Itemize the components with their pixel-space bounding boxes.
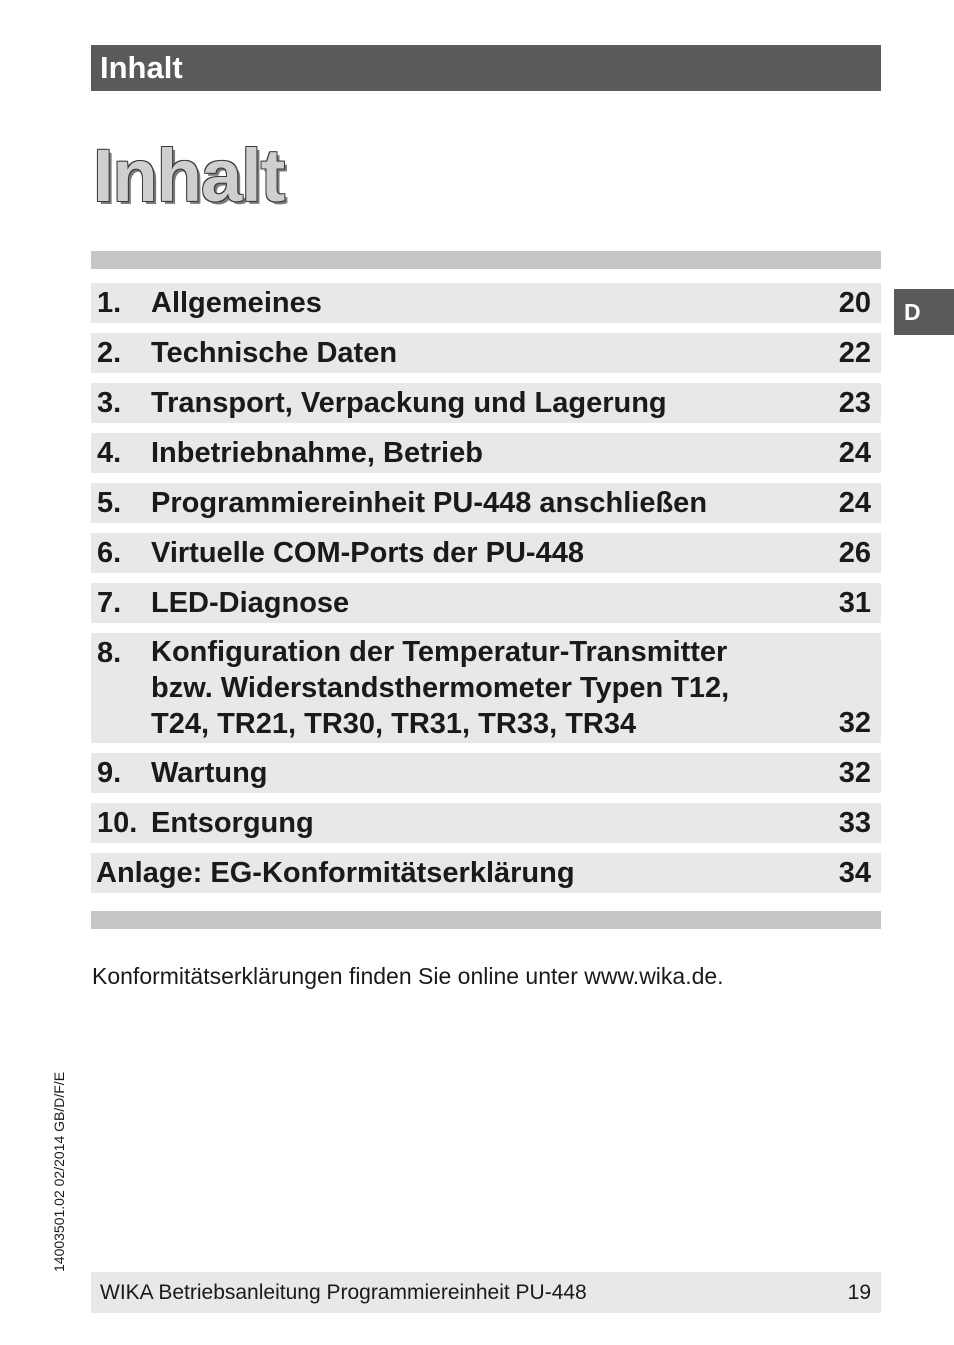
toc-entry[interactable]	[91, 803, 881, 843]
toc-entry-title-line: T24, TR21, TR30, TR31, TR33, TR34	[151, 708, 637, 740]
toc-entry-title-line: Programmiereinheit PU-448 anschließen	[151, 487, 708, 519]
document-code: 14003501.02 02/2014 GB/D/F/E	[51, 1071, 67, 1272]
toc-entry-number: 4.	[97, 437, 122, 469]
toc-entry-title-line: Wartung	[151, 757, 268, 789]
toc-entry-page: 31	[838, 587, 871, 619]
toc-entry-title-line: Technische Daten	[151, 337, 398, 369]
toc-entry-title	[151, 583, 801, 623]
toc-entry-number: 9.	[97, 757, 122, 789]
table-of-contents	[91, 283, 881, 903]
toc-entry-title-line: Anlage: EG-Konformitätserklärung	[96, 857, 575, 889]
toc-entry-title	[151, 333, 801, 373]
conformity-note: Konformitätserklärungen finden Sie online unter www.wika.de.	[92, 963, 724, 989]
toc-entry-title-line: Virtuelle COM-Ports der PU-448	[151, 537, 584, 569]
toc-entry-title	[151, 533, 801, 573]
toc-entry-number: 7.	[97, 587, 122, 619]
toc-entry-number: 3.	[97, 387, 122, 419]
toc-entry-number: 10.	[97, 807, 138, 839]
top-divider	[91, 251, 881, 269]
toc-entry-page: 24	[838, 437, 871, 469]
toc-entry-page: 23	[838, 387, 871, 419]
footer-bar	[91, 1272, 881, 1313]
toc-entry-title	[151, 803, 801, 843]
toc-entry[interactable]	[91, 583, 881, 623]
toc-entry-page: 26	[838, 537, 871, 569]
toc-entry[interactable]	[91, 333, 881, 373]
toc-entry-title	[151, 634, 801, 742]
toc-entry[interactable]	[91, 853, 881, 893]
toc-entry[interactable]	[91, 283, 881, 323]
page-title: Inhalt	[93, 134, 285, 217]
toc-entry-title	[151, 283, 801, 323]
toc-entry-title	[151, 383, 801, 423]
toc-entry-title-line: Konfiguration der Temperatur-Transmitter	[151, 636, 728, 668]
toc-entry[interactable]	[91, 753, 881, 793]
toc-entry-title-line: Transport, Verpackung und Lagerung	[151, 387, 667, 419]
toc-entry-number: 1.	[97, 287, 122, 319]
toc-entry[interactable]	[91, 433, 881, 473]
toc-entry-page: 33	[838, 807, 871, 839]
footer-page-number: 19	[847, 1281, 871, 1304]
toc-entry-title-line: LED-Diagnose	[151, 587, 350, 619]
toc-entry-page: 24	[838, 487, 871, 519]
toc-entry-page: 32	[838, 707, 871, 739]
toc-entry-title	[151, 753, 801, 793]
toc-entry[interactable]	[91, 533, 881, 573]
toc-entry-title	[96, 853, 801, 893]
toc-entry-title-line: bzw. Widerstandsthermometer Typen T12,	[151, 672, 730, 704]
toc-entry-title-line: Allgemeines	[151, 287, 322, 319]
footer-text: WIKA Betriebsanleitung Programmiereinheit PU-448	[100, 1281, 587, 1304]
toc-entry[interactable]	[91, 383, 881, 423]
toc-entry-title	[151, 483, 801, 523]
toc-entry-number: 8.	[97, 637, 122, 669]
language-tab-label: D	[904, 299, 921, 325]
toc-entry-number: 2.	[97, 337, 122, 369]
toc-entry-page: 32	[838, 757, 871, 789]
toc-entry-number: 6.	[97, 537, 122, 569]
toc-entry-number: 5.	[97, 487, 122, 519]
section-header-bar	[91, 45, 881, 91]
toc-entry[interactable]	[91, 483, 881, 523]
language-tab	[894, 289, 954, 335]
toc-entry[interactable]	[91, 633, 881, 743]
toc-entry-title	[151, 433, 801, 473]
toc-entry-page: 34	[838, 857, 871, 889]
section-header-title: Inhalt	[100, 50, 183, 85]
toc-entry-page: 22	[838, 337, 871, 369]
toc-entry-title-line: Inbetriebnahme, Betrieb	[151, 437, 483, 469]
toc-entry-title-line: Entsorgung	[151, 807, 314, 839]
toc-entry-page: 20	[838, 287, 871, 319]
bottom-divider	[91, 911, 881, 929]
